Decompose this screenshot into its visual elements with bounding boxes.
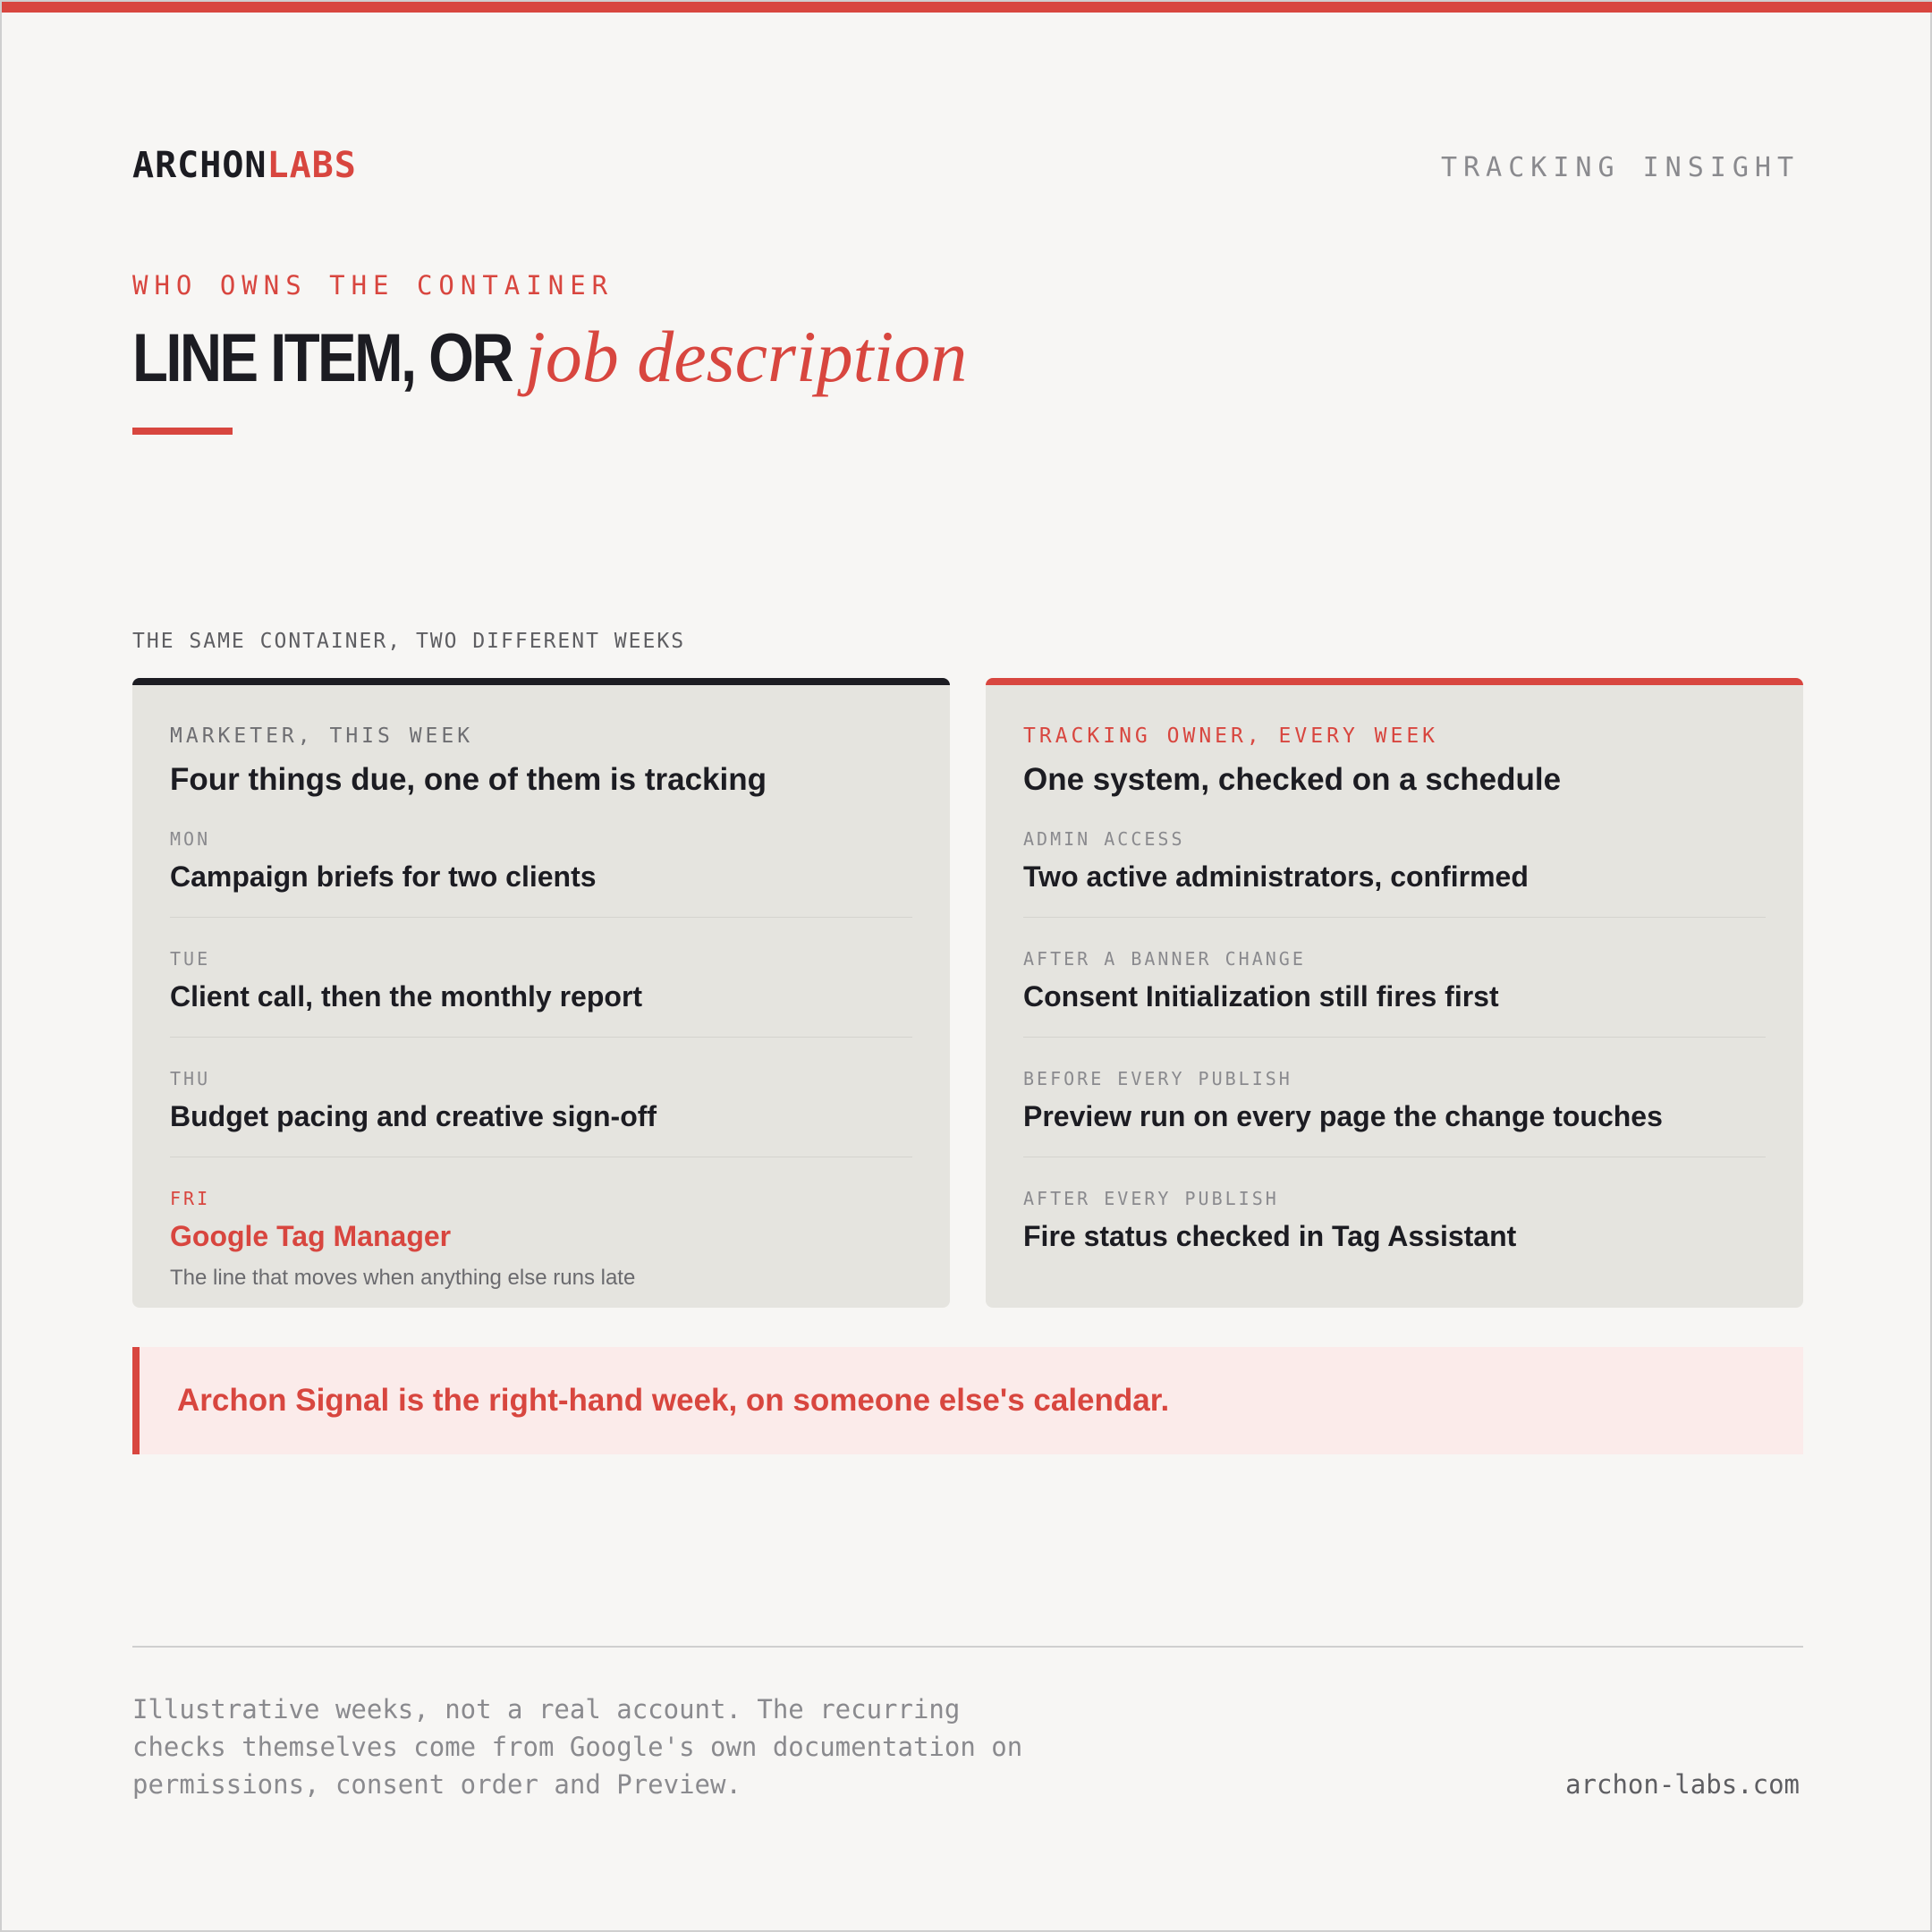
row-text: Fire status checked in Tag Assistant bbox=[1023, 1220, 1517, 1252]
eyebrow: WHO OWNS THE CONTAINER bbox=[132, 270, 614, 301]
row-label: TUE bbox=[170, 948, 211, 970]
row-text: Campaign briefs for two clients bbox=[170, 860, 597, 893]
row-label: MON bbox=[170, 828, 211, 850]
row-label: AFTER A BANNER CHANGE bbox=[1023, 948, 1306, 970]
title-accent: job description bbox=[525, 316, 968, 397]
tracking-owner-card bbox=[986, 678, 1803, 1308]
list-item bbox=[170, 828, 912, 918]
brand-logo bbox=[132, 145, 357, 186]
list-item bbox=[1023, 1068, 1766, 1157]
row-subtext: The line that moves when anything else runs late bbox=[170, 1266, 636, 1290]
card-title: One system, checked on a schedule bbox=[1023, 762, 1562, 797]
top-accent-bar bbox=[2, 2, 1932, 13]
list-item bbox=[1023, 948, 1766, 1038]
callout-text: Archon Signal is the right-hand week, on someone else's calendar. bbox=[177, 1383, 1170, 1418]
list-item bbox=[1023, 828, 1766, 918]
card-kicker: TRACKING OWNER, EVERY WEEK bbox=[1023, 724, 1439, 748]
row-label: FRI bbox=[170, 1188, 211, 1209]
row-text: Two active administrators, confirmed bbox=[1023, 860, 1529, 893]
footnote: Illustrative weeks, not a real account. The recurring checks themselves come from Google's own documentation on permissions, consent order and Preview. bbox=[132, 1694, 1023, 1800]
title-main: LINE ITEM, OR bbox=[132, 320, 512, 396]
row-label: THU bbox=[170, 1068, 211, 1089]
footer-divider bbox=[132, 1646, 1803, 1648]
site-link[interactable]: archon-labs.com bbox=[1565, 1769, 1800, 1800]
row-text: Preview run on every page the change touches bbox=[1023, 1100, 1663, 1132]
row-text: Budget pacing and creative sign-off bbox=[170, 1100, 657, 1132]
header-tag: TRACKING INSIGHT bbox=[1441, 152, 1800, 183]
title-underline bbox=[132, 428, 233, 435]
row-text: Google Tag Manager bbox=[170, 1220, 452, 1252]
row-label: AFTER EVERY PUBLISH bbox=[1023, 1188, 1279, 1209]
card-title: Four things due, one of them is tracking bbox=[170, 762, 767, 797]
row-label: ADMIN ACCESS bbox=[1023, 828, 1185, 850]
brand-part-labs: LABS bbox=[267, 145, 357, 186]
marketer-week-card bbox=[132, 678, 950, 1308]
list-item-highlight bbox=[170, 1188, 912, 1314]
card-kicker: MARKETER, THIS WEEK bbox=[170, 724, 474, 748]
section-label: THE SAME CONTAINER, TWO DIFFERENT WEEKS bbox=[132, 630, 686, 653]
list-item bbox=[170, 948, 912, 1038]
list-item bbox=[1023, 1188, 1766, 1276]
row-text: Client call, then the monthly report bbox=[170, 980, 643, 1013]
brand-part-archon: ARCHON bbox=[132, 145, 267, 186]
row-text: Consent Initialization still fires first bbox=[1023, 980, 1499, 1013]
list-item bbox=[170, 1068, 912, 1157]
row-label: BEFORE EVERY PUBLISH bbox=[1023, 1068, 1292, 1089]
callout-banner bbox=[132, 1347, 1803, 1454]
page-title bbox=[132, 315, 967, 399]
